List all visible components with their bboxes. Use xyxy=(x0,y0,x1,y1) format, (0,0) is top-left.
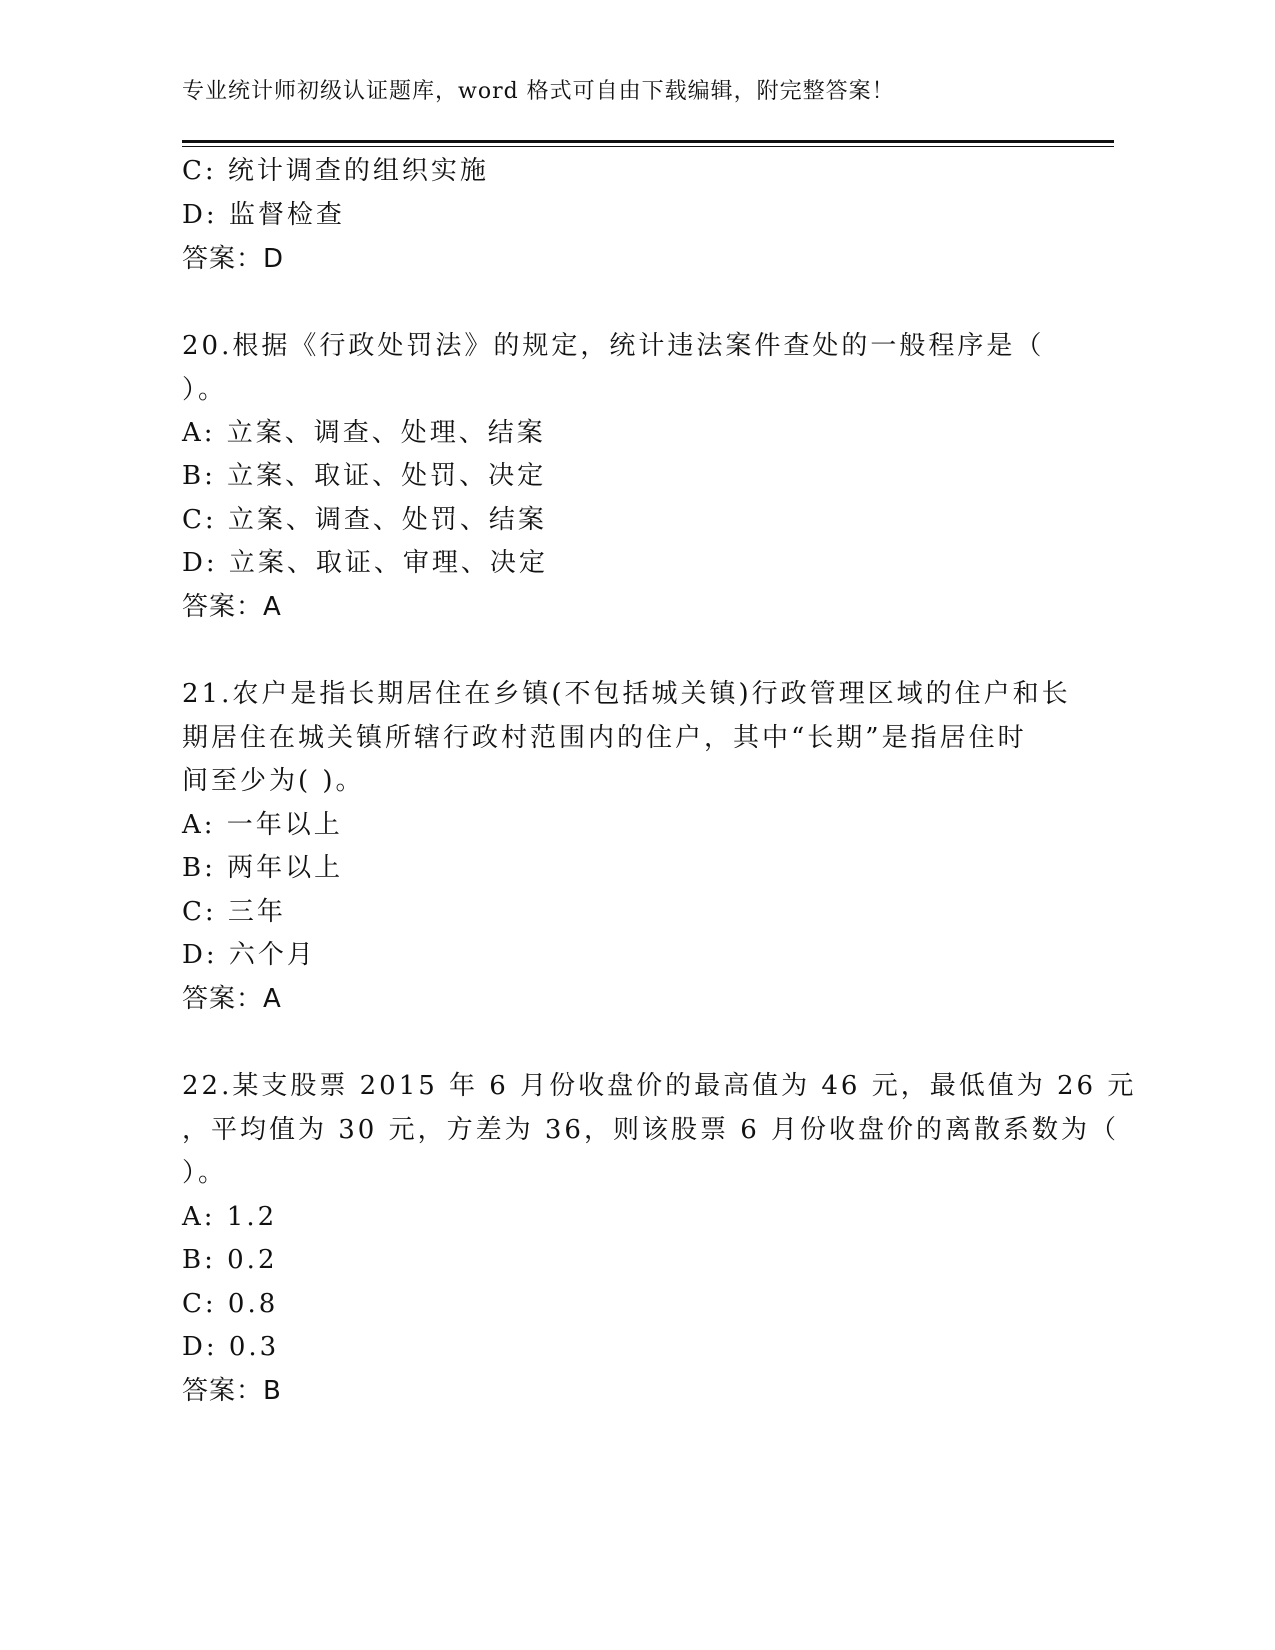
page-header: 专业统计师初级认证题库，word 格式可自由下载编辑，附完整答案！ xyxy=(182,79,895,104)
prev-question-answer: 答案：D xyxy=(182,244,285,274)
question-20-stem-line-2: ）。 xyxy=(182,375,228,405)
question-21-option-a: A: 一年以上 xyxy=(182,810,343,840)
question-21-answer: 答案：A xyxy=(182,984,282,1014)
question-20-option-d: D: 立案、取证、审理、决定 xyxy=(182,548,548,578)
question-21-stem-line-2: 期居住在城关镇所辖行政村范围内的住户，其中“长期”是指居住时 xyxy=(182,723,1027,753)
question-21-stem-line-3: 间至少为( )。 xyxy=(182,766,365,796)
question-22-option-d: D: 0.3 xyxy=(182,1332,280,1362)
question-22-option-c: C: 0.8 xyxy=(182,1289,279,1319)
question-21-option-b: B: 两年以上 xyxy=(182,853,344,883)
question-21-option-d: D: 六个月 xyxy=(182,940,316,970)
header-divider-thin xyxy=(182,146,1114,147)
header-divider-thick xyxy=(182,140,1114,143)
question-21-option-c: C: 三年 xyxy=(182,897,286,927)
question-20-stem-line-1: 20.根据《行政处罚法》的规定，统计违法案件查处的一般程序是（ xyxy=(182,331,1045,361)
prev-question-option-d: D: 监督检查 xyxy=(182,200,345,230)
question-20-option-b: B: 立案、取证、处罚、决定 xyxy=(182,461,547,491)
question-22-stem-line-2: ，平均值为 30 元，方差为 36，则该股票 6 月份收盘价的离散系数为（ xyxy=(182,1115,1120,1145)
question-22-option-a: A: 1.2 xyxy=(182,1202,278,1232)
question-20-answer: 答案：A xyxy=(182,592,282,622)
question-22-option-b: B: 0.2 xyxy=(182,1245,278,1275)
question-22-stem-line-3: ）。 xyxy=(182,1158,228,1188)
question-20-option-a: A: 立案、调查、处理、结案 xyxy=(182,418,546,448)
question-22-answer: 答案：B xyxy=(182,1376,282,1406)
question-22-stem-line-1: 22.某支股票 2015 年 6 月份收盘价的最高值为 46 元，最低值为 26 元 xyxy=(182,1071,1137,1101)
question-21-stem-line-1: 21.农户是指长期居住在乡镇(不包括城关镇)行政管理区域的住户和长 xyxy=(182,679,1071,709)
question-20-option-c: C: 立案、调查、处罚、结案 xyxy=(182,505,547,535)
prev-question-option-c: C: 统计调查的组织实施 xyxy=(182,156,489,186)
